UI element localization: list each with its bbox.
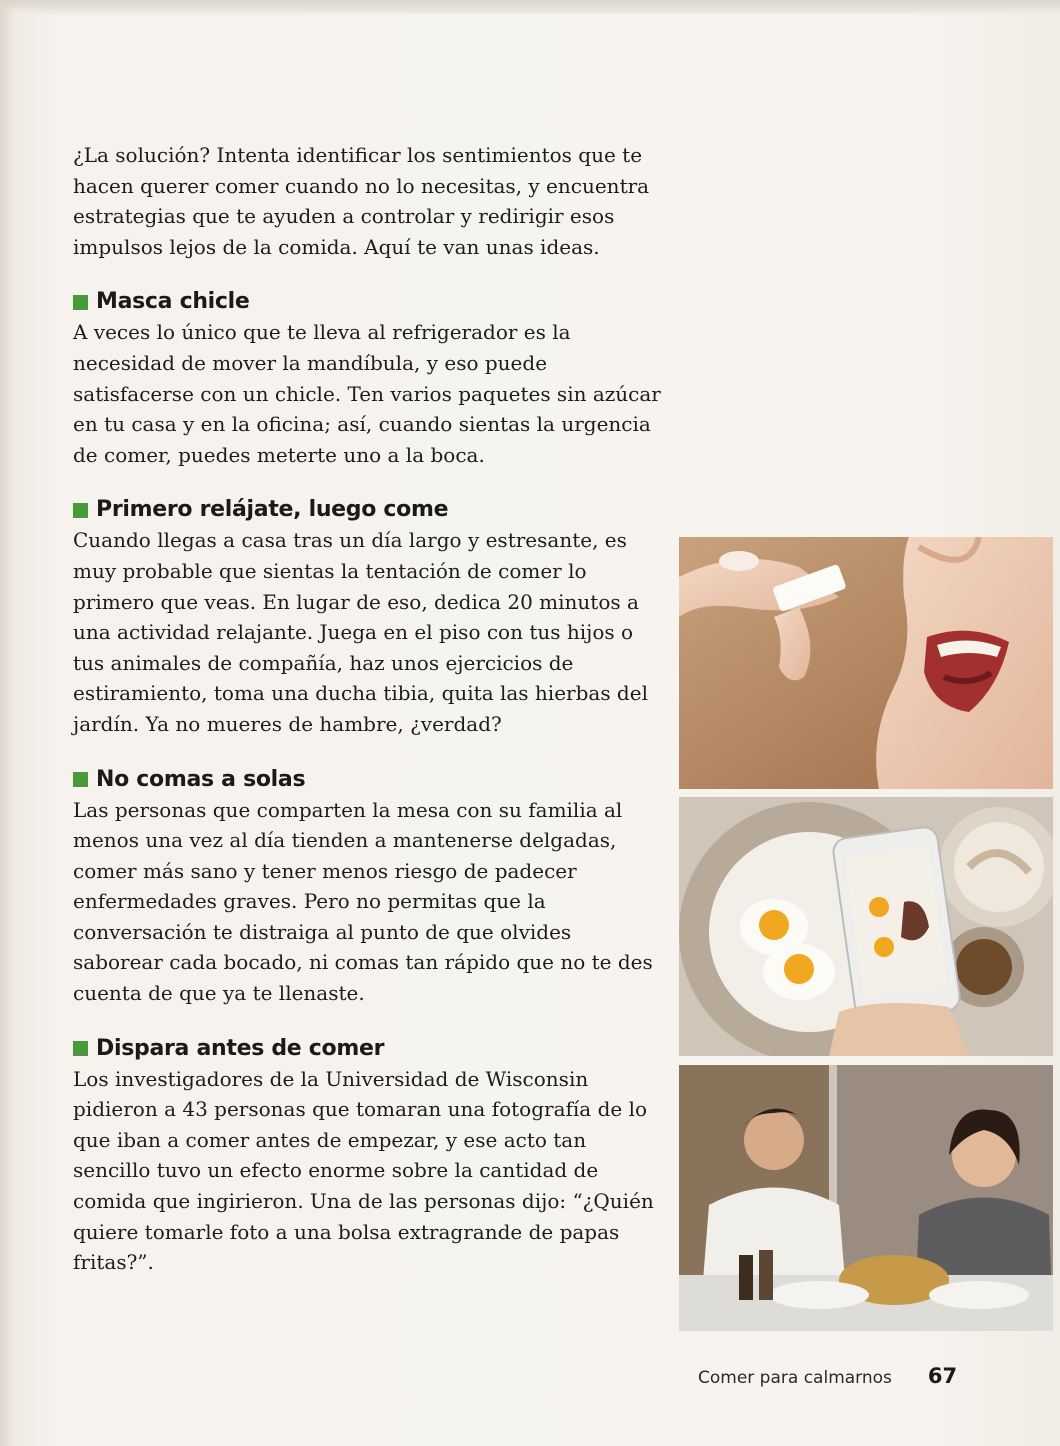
tip-section-relax (73, 495, 663, 739)
photo-couple-dining (679, 1065, 1053, 1331)
running-footer-title: Comer para calmarnos (698, 1368, 892, 1388)
tip-body: Cuando llegas a casa tras un día largo y estresante, es muy probable que sientas la tentación de comer lo primero que veas. En lugar de eso, dedica 20 minutos a una actividad relajante. Juega en el piso con tus hijos o tus animales de compañía, haz unos ejercicios de estiramiento, toma una ducha tibia, quita las hierbas del jardín. Ya no mueres de hambre, ¿verdad? (73, 528, 648, 736)
green-square-bullet-icon (73, 503, 88, 518)
tip-body: A veces lo único que te lleva al refrigerador es la necesidad de mover la mandíbula, y eso puede satisfacerse con un chicle. Ten varios paquetes sin azúcar en tu casa y en la oficina; así, cuando sientas la urgencia de comer, puedes meterte uno a la boca. (73, 320, 661, 467)
intro-paragraph: ¿La solución? Intenta identificar los sentimientos que te hacen querer comer cuando no lo necesitas, y encuentra estrategias que te ayuden a controlar y redirigir esos impulsos lejos de la comida. Aquí te van unas ideas. (73, 143, 650, 259)
tip-heading (73, 495, 663, 525)
tip-heading-text: Masca chicle (96, 289, 250, 315)
tip-heading-text: Primero relájate, luego come (96, 497, 449, 523)
photo-phone-eggs (679, 797, 1053, 1056)
tip-section-not-alone (73, 765, 663, 1009)
green-square-bullet-icon (73, 295, 88, 310)
tip-heading (73, 765, 663, 795)
tip-heading (73, 1034, 663, 1064)
green-square-bullet-icon (73, 1041, 88, 1056)
tip-body: Los investigadores de la Universidad de Wisconsin pidieron a 43 personas que tomaran una fotografía de lo que iban a comer antes de empezar, y ese acto tan sencillo tuvo un efecto enorme sobre la cantidad de comida que ingirieron. Una de las personas dijo: “¿Quién quiere tomarle foto a una bolsa extragrande de papas fritas?”. (73, 1066, 654, 1275)
page-number: 67 (927, 1364, 958, 1388)
tip-heading (73, 287, 663, 317)
article-text-column (73, 140, 663, 1278)
tip-section-gum (73, 287, 663, 470)
page-footer (698, 1364, 957, 1388)
green-square-bullet-icon (73, 772, 88, 787)
tip-heading-text: No comas a solas (96, 766, 306, 792)
page-top-shadow (0, 0, 1060, 14)
photo-chewing-gum (679, 537, 1053, 789)
tip-body: Las personas que comparten la mesa con su familia al menos una vez al día tienden a mantenerse delgadas, comer más sano y tener menos riesgo de padecer enfermedades graves. Pero no permitas que la conversación te distraiga al punto de que olvides saborear cada bocado, ni comas tan rápido que no te des cuenta de que ya te llenaste. (73, 797, 653, 1006)
page-left-shadow (0, 0, 14, 1446)
tip-heading-text: Dispara antes de comer (96, 1035, 385, 1061)
tip-section-photo (73, 1034, 663, 1278)
